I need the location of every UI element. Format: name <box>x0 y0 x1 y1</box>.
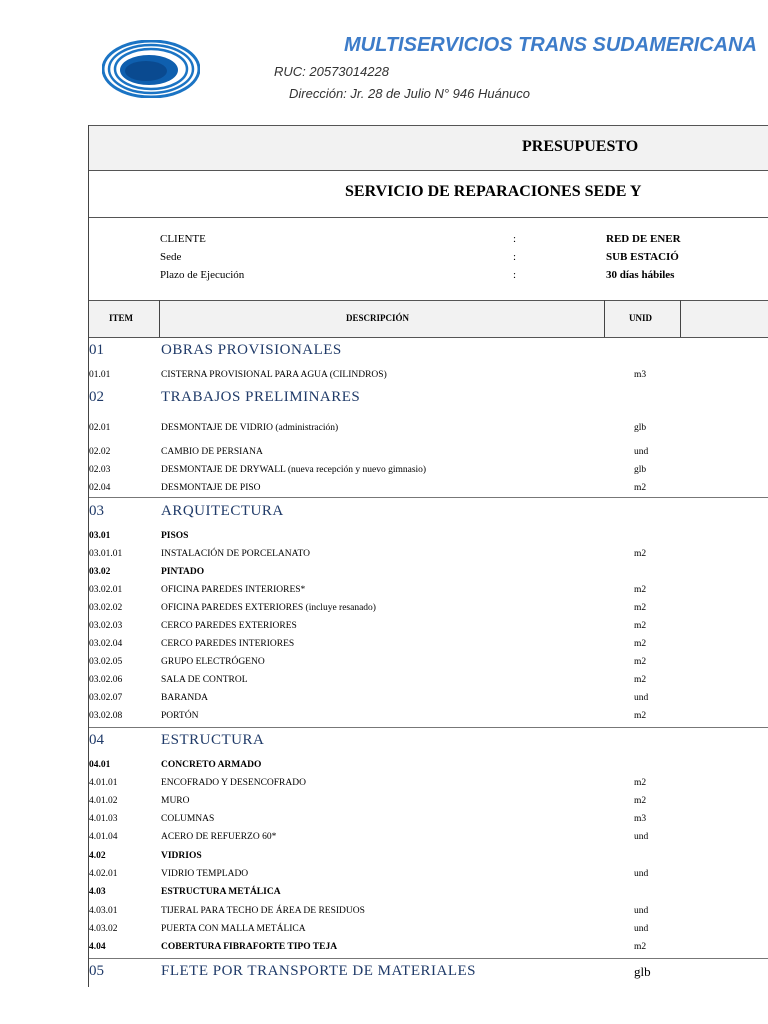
divider <box>89 125 768 126</box>
site-label: Sede <box>160 251 182 263</box>
section-row <box>0 342 768 360</box>
row-item-code: 03.02.07 <box>89 693 123 703</box>
subsection-row <box>0 884 768 902</box>
column-header-description: DESCRIPCIÓN <box>346 313 410 323</box>
row-description: OFICINA PAREDES INTERIORES* <box>161 585 306 595</box>
row-item-code: 01.01 <box>89 370 111 380</box>
table-row <box>0 775 768 793</box>
divider <box>89 300 768 301</box>
row-description: VIDRIOS <box>161 851 202 861</box>
subsection-row <box>0 757 768 775</box>
table-row <box>0 829 768 847</box>
row-unit: m2 <box>634 639 647 649</box>
column-header-item: ITEM <box>109 313 134 323</box>
row-unit: m3 <box>634 370 647 380</box>
table-row <box>0 618 768 636</box>
row-item-code: 4.02 <box>89 851 106 861</box>
row-description: PINTADO <box>161 567 205 577</box>
column-divider <box>159 300 160 337</box>
row-description: PUERTA CON MALLA METÁLICA <box>161 924 306 934</box>
client-value: RED DE ENER <box>606 233 681 245</box>
document-title: PRESUPUESTO <box>522 138 639 155</box>
section-row <box>0 503 768 521</box>
table-row <box>0 480 768 498</box>
row-item-code: 02 <box>89 389 104 405</box>
site-value: SUB ESTACIÓ <box>606 251 679 263</box>
row-item-code: 01 <box>89 342 104 358</box>
row-item-code: 02.01 <box>89 423 111 433</box>
row-unit: und <box>634 832 649 842</box>
row-description: OBRAS PROVISIONALES <box>161 342 342 358</box>
subsection-row <box>0 528 768 546</box>
term-separator: : <box>513 269 517 281</box>
row-item-code: 02.04 <box>89 483 111 493</box>
row-unit: m2 <box>634 796 647 806</box>
row-description: COBERTURA FIBRAFORTE TIPO TEJA <box>161 942 338 952</box>
table-row <box>0 636 768 654</box>
row-unit: m2 <box>634 603 647 613</box>
row-item-code: 02.03 <box>89 465 111 475</box>
row-item-code: 03.02.02 <box>89 603 123 613</box>
row-description: TIJERAL PARA TECHO DE ÁREA DE RESIDUOS <box>161 906 365 916</box>
row-item-code: 4.03 <box>89 887 106 897</box>
row-unit: glb <box>634 964 651 979</box>
row-item-code: 4.01.02 <box>89 796 118 806</box>
company-address: Dirección: Jr. 28 de Julio N° 946 Huánuco <box>289 86 531 101</box>
divider <box>89 337 768 338</box>
term-value: 30 días hábiles <box>606 269 675 281</box>
row-item-code: 03.02.03 <box>89 621 123 631</box>
row-description: DESMONTAJE DE DRYWALL (nueva recepción y nuevo gimnasio) <box>161 465 427 475</box>
row-item-code: 4.04 <box>89 942 106 952</box>
row-unit: und <box>634 693 649 703</box>
title-band <box>89 125 768 170</box>
section-row <box>0 963 768 981</box>
client-label: CLIENTE <box>160 233 206 245</box>
row-item-code: 4.03.01 <box>89 906 118 916</box>
table-row <box>0 462 768 480</box>
row-unit: m2 <box>634 778 647 788</box>
row-item-code: 02.02 <box>89 447 111 457</box>
table-row <box>0 420 768 438</box>
table-row <box>0 546 768 564</box>
row-description: CAMBIO DE PERSIANA <box>161 447 263 457</box>
row-item-code: 03.02.08 <box>89 711 123 721</box>
divider <box>89 170 768 171</box>
row-unit: m2 <box>634 549 647 559</box>
table-header-band <box>89 300 768 337</box>
row-description: FLETE POR TRANSPORTE DE MATERIALES <box>161 963 477 979</box>
row-description: GRUPO ELECTRÓGENO <box>161 657 265 667</box>
row-unit: m2 <box>634 483 647 493</box>
divider <box>89 958 768 959</box>
client-separator: : <box>513 233 517 245</box>
row-unit: m2 <box>634 675 647 685</box>
row-description: COLUMNAS <box>161 814 215 824</box>
table-row <box>0 654 768 672</box>
row-item-code: 4.01.03 <box>89 814 118 824</box>
section-row <box>0 732 768 750</box>
section-row <box>0 389 768 407</box>
row-item-code: 03.01.01 <box>89 549 123 559</box>
column-header-unit: UNID <box>629 313 653 323</box>
table-row <box>0 811 768 829</box>
row-description: TRABAJOS PRELIMINARES <box>161 389 361 405</box>
row-unit: glb <box>634 465 647 475</box>
row-description: ARQUITECTURA <box>161 503 284 519</box>
row-unit: glb <box>634 423 647 433</box>
term-label: Plazo de Ejecución <box>160 269 245 281</box>
row-description: ACERO DE REFUERZO 60* <box>161 832 277 842</box>
row-unit: und <box>634 924 649 934</box>
row-description: OFICINA PAREDES EXTERIORES (incluye resanado) <box>161 603 376 613</box>
row-unit: m2 <box>634 942 647 952</box>
table-row <box>0 866 768 884</box>
row-description: VIDRIO TEMPLADO <box>161 869 249 879</box>
row-description: DESMONTAJE DE VIDRIO (administración) <box>161 423 339 433</box>
subsection-row <box>0 848 768 866</box>
table-row <box>0 367 768 385</box>
row-description: PISOS <box>161 531 189 541</box>
row-item-code: 03.02 <box>89 567 111 577</box>
row-description: CONCRETO ARMADO <box>161 760 262 770</box>
row-item-code: 4.03.02 <box>89 924 118 934</box>
table-row <box>0 672 768 690</box>
row-unit: und <box>634 869 649 879</box>
row-item-code: 05 <box>89 963 104 979</box>
table-row <box>0 600 768 618</box>
row-unit: m3 <box>634 814 647 824</box>
row-description: CERCO PAREDES EXTERIORES <box>161 621 297 631</box>
row-unit: m2 <box>634 657 647 667</box>
company-logo-icon <box>102 40 200 98</box>
row-item-code: 4.01.01 <box>89 778 118 788</box>
row-item-code: 03.01 <box>89 531 111 541</box>
site-separator: : <box>513 251 517 263</box>
column-divider <box>604 300 605 337</box>
row-item-code: 04 <box>89 732 104 748</box>
subsection-row <box>0 564 768 582</box>
subsection-row <box>0 939 768 957</box>
column-divider <box>680 300 681 337</box>
row-description: ESTRUCTURA METÁLICA <box>161 887 281 897</box>
row-unit: m2 <box>634 585 647 595</box>
row-unit: m2 <box>634 711 647 721</box>
row-description: DESMONTAJE DE PISO <box>161 483 261 493</box>
document-subtitle: SERVICIO DE REPARACIONES SEDE Y <box>345 183 642 200</box>
row-item-code: 4.02.01 <box>89 869 118 879</box>
table-row <box>0 793 768 811</box>
row-description: SALA DE CONTROL <box>161 675 248 685</box>
row-description: CISTERNA PROVISIONAL PARA AGUA (CILINDROS) <box>161 370 387 380</box>
row-item-code: 03.02.06 <box>89 675 123 685</box>
row-description: PORTÓN <box>161 711 199 721</box>
divider <box>89 727 768 728</box>
row-description: CERCO PAREDES INTERIORES <box>161 639 295 649</box>
row-unit: und <box>634 906 649 916</box>
table-row <box>0 708 768 726</box>
row-item-code: 03.02.01 <box>89 585 123 595</box>
row-description: BARANDA <box>161 693 208 703</box>
row-item-code: 03 <box>89 503 104 519</box>
table-row <box>0 921 768 939</box>
row-description: MURO <box>161 796 190 806</box>
row-item-code: 4.01.04 <box>89 832 118 842</box>
table-row <box>0 690 768 708</box>
row-unit: und <box>634 447 649 457</box>
table-row <box>0 582 768 600</box>
table-row <box>0 903 768 921</box>
row-item-code: 03.02.05 <box>89 657 123 667</box>
row-item-code: 03.02.04 <box>89 639 123 649</box>
row-description: INSTALACIÓN DE PORCELANATO <box>161 549 310 559</box>
row-description: ESTRUCTURA <box>161 732 265 748</box>
divider <box>89 217 768 218</box>
row-unit: m2 <box>634 621 647 631</box>
row-description: ENCOFRADO Y DESENCOFRADO <box>161 778 306 788</box>
company-ruc: RUC: 20573014228 <box>274 64 389 79</box>
row-item-code: 04.01 <box>89 760 111 770</box>
table-row <box>0 444 768 462</box>
company-name: MULTISERVICIOS TRANS SUDAMERICANA <box>344 34 757 56</box>
